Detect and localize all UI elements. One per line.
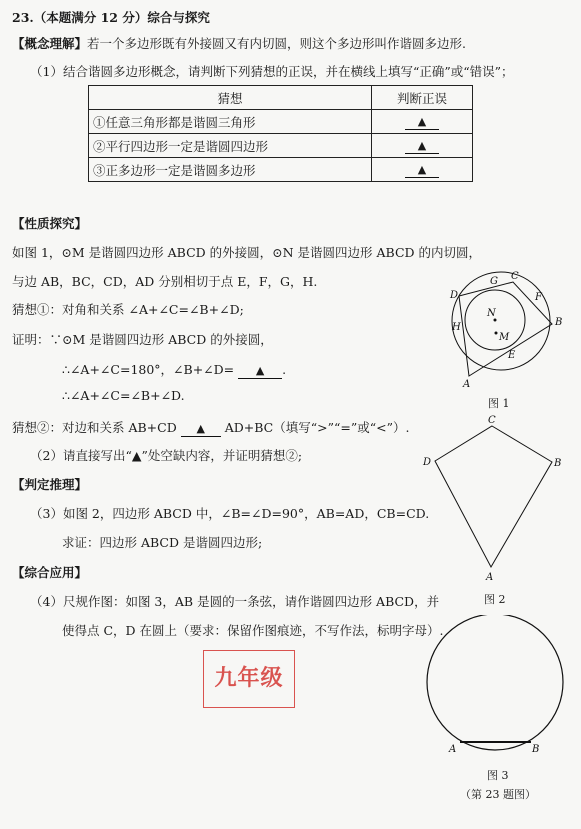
label-n: N xyxy=(487,308,496,319)
apply-line2: 使得点 C，D 在圆上（要求：保留作图痕迹，不写作法，标明字母）. xyxy=(62,623,444,638)
property-tag: 【性质探究】 xyxy=(12,216,88,231)
figure1-caption: 图 1 xyxy=(488,397,510,410)
table-row xyxy=(89,134,473,158)
table-header-row xyxy=(89,86,473,110)
guess-text: ②平行四边形一定是谐圆四边形 xyxy=(89,134,372,158)
header-guess: 猜想 xyxy=(89,86,372,110)
point-m xyxy=(495,332,498,335)
proof-line2 xyxy=(62,360,286,379)
label-g: G xyxy=(490,276,498,287)
proof-blank[interactable]: ▲ xyxy=(238,364,282,379)
table-row xyxy=(89,110,473,134)
property-line1: 如图 1，⊙M 是谐圆四边形 ABCD 的外接圆，⊙N 是谐圆四边形 ABCD 的内切圆， xyxy=(12,245,482,260)
grade-stamp: 九年级 xyxy=(203,650,295,708)
label-b: B xyxy=(532,744,540,755)
triangle-mark: ▲ xyxy=(405,115,439,130)
part1-instruction: （1）结合谐圆多边形概念，请判断下列猜想的正误，并在横线上填写“正确”或“错误”； xyxy=(30,64,514,79)
apply-line1: （4）尺规作图：如图 3，AB 是圆的一条弦，请作谐圆四边形 ABCD，并 xyxy=(30,594,440,609)
table-row xyxy=(89,158,473,182)
concept-paragraph xyxy=(12,34,466,52)
label-b: B xyxy=(554,458,562,469)
label-f: F xyxy=(535,292,542,303)
kite-abcd xyxy=(435,426,552,567)
guess2-text-end: AD+BC（填写“>”“=”或“<”）. xyxy=(224,420,410,435)
label-m: M xyxy=(499,332,510,343)
answer-blank[interactable] xyxy=(372,158,473,182)
proof-line2-text: ∴∠A+∠C=180°，∠B+∠D= xyxy=(62,362,235,377)
concept-text: 若一个多边形既有外接圆又有内切圆，则这个多边形叫作谐圆多边形. xyxy=(87,36,466,51)
question-figure-caption: （第 23 题图） xyxy=(460,788,536,801)
answer-blank[interactable] xyxy=(372,134,473,158)
circle xyxy=(427,615,563,750)
question-title: 23.（本题满分 12 分）综合与探究 xyxy=(12,10,210,25)
figure3-diagram xyxy=(418,615,578,765)
reason-line1: （3）如图 2，四边形 ABCD 中，∠B=∠D=90°，AB=AD，CB=CD. xyxy=(30,506,430,521)
figure1-diagram xyxy=(440,268,570,390)
guess-text: ①任意三角形都是谐圆三角形 xyxy=(89,110,372,134)
proof-line2-end: . xyxy=(282,362,287,377)
reason-tag: 【判定推理】 xyxy=(12,477,88,492)
answer-blank[interactable] xyxy=(372,110,473,134)
figure3-caption: 图 3 xyxy=(487,769,509,782)
part2-instruction: （2）请直接写出“▲”处空缺内容，并证明猜想②; xyxy=(30,448,303,463)
triangle-mark: ▲ xyxy=(405,163,439,178)
guess1-line: 猜想①：对角和关系 ∠A+∠C=∠B+∠D; xyxy=(12,302,244,317)
guess-table xyxy=(88,85,473,182)
reason-line2: 求证：四边形 ABCD 是谐圆四边形; xyxy=(62,535,263,550)
label-b: B xyxy=(555,317,563,328)
figure2-diagram xyxy=(420,412,570,584)
apply-tag: 【综合应用】 xyxy=(12,565,88,580)
label-a: A xyxy=(449,744,457,755)
property-line2: 与边 AB，BC，CD，AD 分别相切于点 E，F，G，H. xyxy=(12,274,318,289)
label-d: D xyxy=(423,457,432,468)
label-c: C xyxy=(488,415,496,426)
figure2-caption: 图 2 xyxy=(484,593,506,606)
label-a: A xyxy=(486,572,494,583)
header-judge: 判断正误 xyxy=(372,86,473,110)
proof-line3: ∴∠A+∠C=∠B+∠D. xyxy=(62,388,185,403)
guess2-blank[interactable]: ▲ xyxy=(181,422,221,437)
label-a: A xyxy=(463,379,471,390)
guess2-line xyxy=(12,418,409,437)
label-d: D xyxy=(450,290,459,301)
label-c: C xyxy=(511,271,519,282)
concept-tag: 【概念理解】 xyxy=(12,36,88,51)
guess2-text: 猜想②：对边和关系 AB+CD xyxy=(12,420,177,435)
proof-line1: 证明：∵⊙M 是谐圆四边形 ABCD 的外接圆， xyxy=(12,332,273,347)
label-e: E xyxy=(508,350,516,361)
guess-text: ③正多边形一定是谐圆多边形 xyxy=(89,158,372,182)
label-h: H xyxy=(452,322,461,333)
triangle-mark: ▲ xyxy=(405,139,439,154)
